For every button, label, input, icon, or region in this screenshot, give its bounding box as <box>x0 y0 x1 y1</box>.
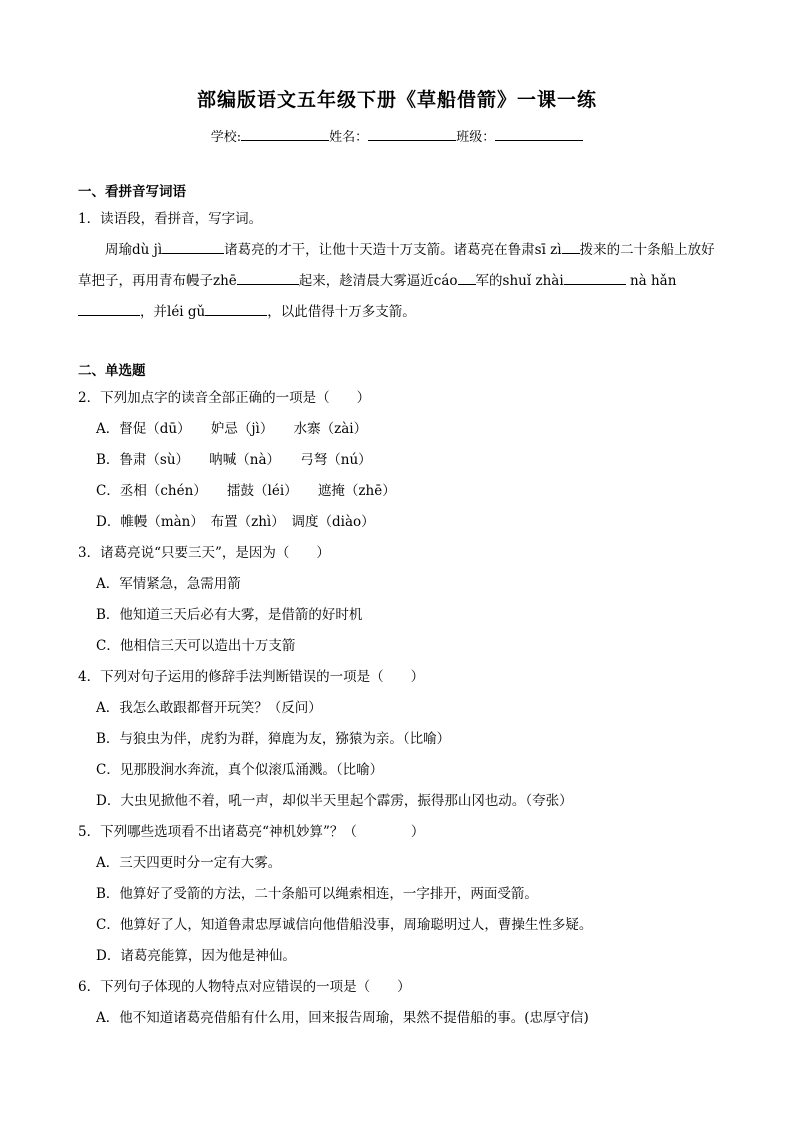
answer-blank[interactable] <box>458 283 476 285</box>
section-heading-choice: 二、单选题 <box>78 363 146 379</box>
passage-text: ，以此借得十万多支箭。 <box>267 304 416 320</box>
option-2d[interactable]: D．帷幔（màn） 布置（zhì） 调度（diào） <box>96 514 375 530</box>
class-label: 班级： <box>456 130 496 145</box>
option-5d[interactable]: D．诸葛亮能算，因为他是神仙。 <box>96 948 296 964</box>
answer-blank[interactable] <box>562 252 580 254</box>
option-6a[interactable]: A．他不知道诸葛亮借船有什么用，回来报告周瑜，果然不提借船的事。(忠厚守信) <box>96 1010 589 1026</box>
school-blank[interactable] <box>241 139 329 141</box>
answer-blank[interactable] <box>162 252 224 254</box>
page-title: 部编版语文五年级下册《草船借箭》一课一练 <box>196 89 597 111</box>
question-1-passage <box>78 235 728 359</box>
question-2: 2．下列加点字的读音全部正确的一项是（ ） <box>78 390 371 406</box>
option-5a[interactable]: A．三天四更时分一定有大雾。 <box>96 855 282 871</box>
name-label: 姓名： <box>329 130 369 145</box>
option-4c[interactable]: C．见那股涧水奔流，真个似滚瓜涌溅。（比喻） <box>96 762 384 778</box>
class-blank[interactable] <box>495 139 583 141</box>
school-label: 学校: <box>210 130 242 145</box>
question-3: 3．诸葛亮说“只要三天”，是因为（ ） <box>78 545 330 561</box>
answer-blank[interactable] <box>78 314 140 316</box>
passage-text: ，并léi gǔ <box>140 304 206 320</box>
option-4a[interactable]: A．我怎么敢跟都督开玩笑？（反问） <box>96 700 322 716</box>
name-blank[interactable] <box>368 139 456 141</box>
option-3b[interactable]: B．他知道三天后必有大雾，是借箭的好时机 <box>96 607 363 623</box>
option-2c[interactable]: C．丞相（chén） 擂鼓（léi） 遮掩（zhē） <box>96 483 396 499</box>
passage-text: 起来，趁清晨大雾逼近cáo <box>298 273 458 289</box>
passage-text: 周瑜dù jì <box>105 242 163 258</box>
option-4d[interactable]: D．大虫见掀他不着，吼一声，却似半天里起个霹雳，振得那山冈也动。（夸张） <box>96 793 573 809</box>
question-6: 6．下列句子体现的人物特点对应错误的一项是（ ） <box>78 979 411 995</box>
option-3c[interactable]: C．他相信三天可以造出十万支箭 <box>96 638 296 654</box>
option-5b[interactable]: B．他算好了受箭的方法，二十条船可以绳索相连，一字排开，两面受箭。 <box>96 886 538 902</box>
option-4b[interactable]: B．与狼虫为伴，虎豹为群，獐鹿为友，猕猿为亲。（比喻） <box>96 731 451 747</box>
passage-text: nà hǎn <box>629 273 677 289</box>
answer-blank[interactable] <box>237 283 299 285</box>
passage-text: 拨来的二十条船上放好草把子，再用青布幔子zhē <box>78 242 715 289</box>
option-5c[interactable]: C．他算好了人，知道鲁肃忠厚诚信向他借船没事，周瑜聪明过人，曹操生性多疑。 <box>96 917 593 933</box>
answer-blank[interactable] <box>205 314 267 316</box>
question-4: 4．下列对句子运用的修辞手法判断错误的一项是（ ） <box>78 669 425 685</box>
question-5: 5．下列哪些选项看不出诸葛亮“神机妙算”？（ ） <box>78 824 425 840</box>
option-3a[interactable]: A．军情紧急，急需用箭 <box>96 576 241 592</box>
passage-text: 诸葛亮的才干，让他十天造十万支箭。诸葛亮在鲁肃sī zì <box>224 242 562 258</box>
answer-blank[interactable] <box>564 283 626 285</box>
student-info-line <box>0 126 794 145</box>
section-heading-pinyin: 一、看拼音写词语 <box>78 184 186 200</box>
option-2b[interactable]: B．鲁肃（sù） 呐喊（nà） 弓弩（nú） <box>96 452 372 468</box>
worksheet-content <box>78 180 728 1034</box>
option-2a[interactable]: A．督促（dū） 妒忌（jì） 水寨（zài） <box>96 421 368 437</box>
passage-text: 军的shuǐ zhài <box>475 273 564 289</box>
question-1: 1．读语段，看拼音，写字词。 <box>78 211 263 227</box>
